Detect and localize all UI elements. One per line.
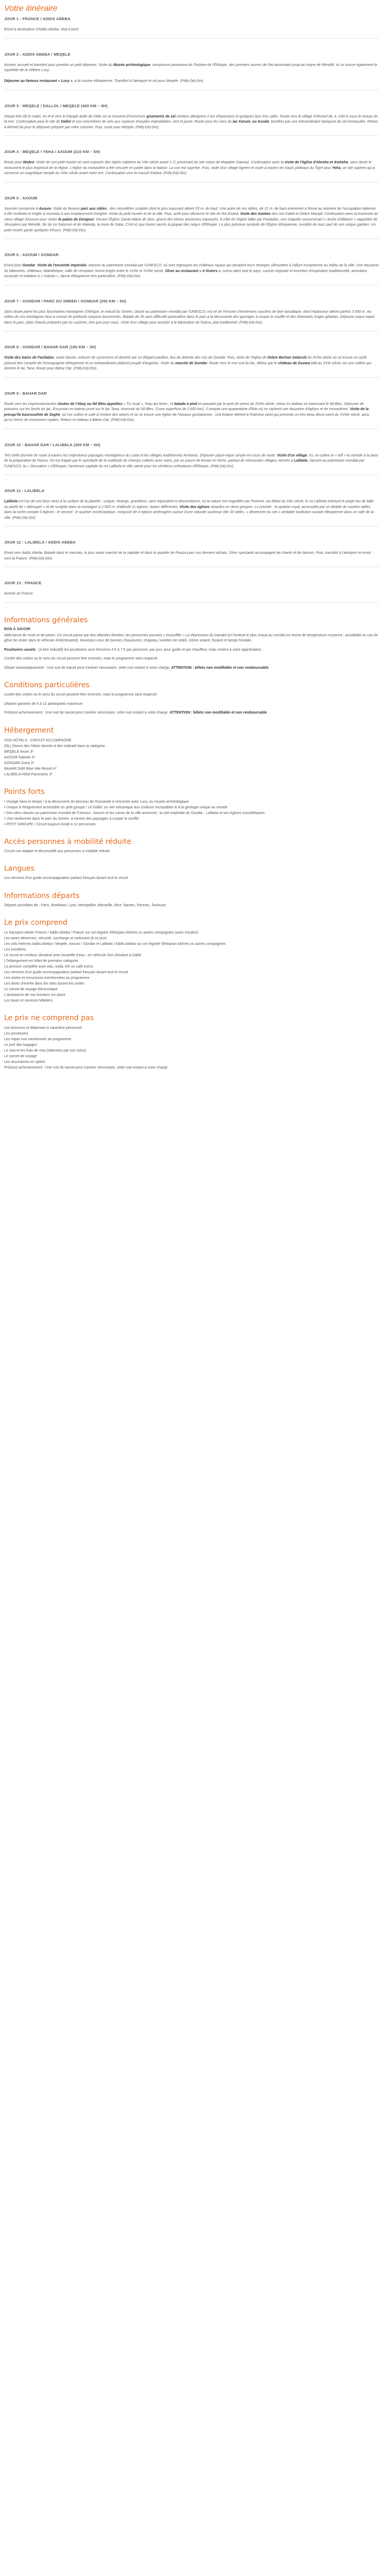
conditions-title: Conditions particulières (4, 681, 90, 689)
list-item: • Des sites classés au patrimoine mondial de l'Unesco : Axoum et les ruines de la ville ancienne ; la cité impériale de Gondar ; Lalibela et ses églises monolithiques (4, 811, 265, 815)
day-section (4, 52, 379, 90)
list-item: Le port des bagages (4, 1043, 37, 1047)
comprend-list (4, 930, 379, 1004)
conditions-paragraphs (4, 692, 379, 716)
day-heading: JOUR 6 : AXOUM / GONDAR (4, 252, 59, 257)
day-description: Route vers les impressionnantes chutes de l'Abay ou Nil Bleu appelées « Tis Issat », l'eau qui fume ; et balade à pied en passant par le pont de pierre du XVIIe siècle, retour en bateau en traversant le Nil Bleu. Déjeuner de poissons sur les bords du lac. Excursion en bateau privé sur le lac Tana, réservoir du Nil Bleu. D'une superficie de 3 600 km2, il compte une quarantaine d'îlots où se cachent une douzaine d'églises et de monastères. Visite de la presqu'île boursoufrée de Zeghé, où l'on cultive le café à l'ombre des arbres et où se trouve une église de l'époque gondarienne : Ura Kidane Mehret à l'intérieur peint qui présente un très beau décor peint du XVIIIe siècle, ainsi qu'un trésor de couronnes royales. Retour en bateau à Baher Dar. (Pdéj-Déj-Din). (4, 402, 369, 422)
day-section (4, 540, 379, 567)
acces-title: Accès personnes à mobilité réduite (4, 837, 132, 846)
day-description: Envol à destination d'Addis Abeba. Nuit à bord. (4, 28, 79, 31)
day-description: Route pour Wukro. Visite de son petit musée où sont exposés des objets sabéens du VIIe siècle avant J.-C provenant du site voisin de Maqaber Gaewa). Continuation avec la visite de l'église d'Abreha et Atsbeha, sans doute le monument le plus impressif de la région. L'église du monastère a été creusée en partie dans la falaise. La vue est superbe. Puis, visite d'un village tigréen et route à travers les hauts plateaux du Tigré pour Yeha, un site sabéen qui a conservé un magnifique temple du VIIIe siècle avant notre ère. Continuation vers le massif d'Adwa. (Pdéj-Déj-Din). (4, 161, 375, 175)
list-item: • Une randonnée dans le parc du Simien, à travers des paysages à couper le souffle (4, 817, 139, 821)
list-item: VOS HÔTELS : CIRCUIT ACCOMPAGNÉ (4, 738, 72, 742)
day-heading: JOUR 5 : AXOUM (4, 195, 38, 200)
hebergement-list (4, 738, 379, 777)
divider (4, 602, 379, 603)
page-title: Votre itinéraire (4, 4, 58, 13)
list-item: • Unique & éloignement accessible en petit groupe ! Le Dallol, un site volcanique aux couleurs incroyables & à la géologie unique au monde (4, 805, 227, 809)
paragraph: Départs garantis de 4 à 12 participants maximum (4, 702, 83, 706)
list-item: Le carnet de voyage (4, 1055, 37, 1058)
day-section (4, 149, 379, 182)
day-description: Arrivée en France. (4, 592, 34, 596)
day-heading: JOUR 2 : ADDIS ABEBA / MEQELE (4, 52, 71, 57)
noncomprend-title: Le prix ne comprend pas (4, 1014, 94, 1022)
info-subtitle: BON À SAVOIR (4, 627, 30, 631)
divider (4, 526, 379, 527)
divider (4, 377, 379, 378)
list-item: Les assurances en option (4, 1060, 45, 1064)
info-title: Informations générales (4, 616, 88, 624)
day-section (4, 196, 379, 240)
day-heading: JOUR 7 : GONDAR / PARC DU SIMIEN / GONDAR (250 KM – 5H) (4, 298, 126, 303)
list-item: (NL) (Noms des hôtels donnés à titre indicatif dans la catégorie (4, 744, 105, 748)
day-section (4, 488, 379, 527)
day-section (4, 443, 379, 476)
day-section (4, 345, 379, 378)
days-list (4, 16, 379, 603)
list-item: Les visites et excursions mentionnées au programme (4, 976, 90, 980)
list-item: L'assistance de nos bureaux sur place (4, 993, 66, 997)
noncomprend-list (4, 1025, 379, 1071)
list-item: GONDAR Goha 3* (4, 761, 35, 765)
list-item: BAHAR DAR Blue Nile Resort 4* (4, 767, 57, 771)
list-item: Le visa et les frais de visa (obtention par vos soins) (4, 1049, 86, 1053)
list-item: MEQELE Axum 3* (4, 750, 34, 754)
day-description: Très belle journée de route à travers les majestueux paysages montagneux du Lasta et les villages traditionnels Amharas. Déjeuner pique-nique simple en cours de route. Visite d'un village. Ici, on cultive le « teff » la céréale à la base de la préparation de l'injera. On est frappé par le spectacle de la multitude de champs cultivés avec soins, par un pouce de terrain en friche, partout de minuscules villages. Arrivée à Lalibela, classée au patrimoine mondial par l'UNESCO, la « Jérusalem » d'Éthiopie, l'ancienne capitale du roi Lalibela et ville sainte pour les chrétiens orthodoxes d'Éthiopie. (Pdéj-Déj-Din). (4, 453, 379, 468)
paragraph: Pré/post acheminement : Une nuit de transit peut s'avérer nécessaire, cette nuit restant à votre charge. ATTENTION : billets non modifiable et non remboursable (4, 711, 267, 715)
list-item: Les taxes et services hôteliers. (4, 999, 54, 1003)
day-section (4, 391, 379, 429)
day-heading: JOUR 4 : MEQELE / YEHA / AXOUM (210 KM – 5H) (4, 149, 101, 154)
list-item: Les repas non mentionnés au programme (4, 1038, 71, 1041)
depart-title: Informations départs (4, 891, 80, 900)
day-section (4, 104, 379, 137)
list-item: • PETIT GROUPE ! Circuit toujours limité à 12 personnes (4, 822, 96, 826)
day-description: Envol pour Gondar. Visite de l'enceinte impériale, classée au patrimoine mondial par l'UNESCO, où sont regroupés les châteaux royaux qui devaient leurs étranges silhouettes à l'allure européenne au milieu de la ville. Une douzaine de bâtiments, châteaux, bibliothèque, salle de réception, furent érigés entre le XVIIe et XVIIIe siècle. Dîner au restaurant « 4 Sisters », connu dans tout le pays, cuisine originale et inventive d'inspiration traditionnelle, animation musicale et initiation à « l'iskista », danse éthiopienne très particulière. (Pdéj-Déj-Din). (4, 264, 379, 278)
points-title: Points forts (4, 787, 45, 796)
day-section (4, 581, 379, 603)
day-description: Départ très tôt le matin, en 4×4 vers le triangle aride de l'Afar où se trouvent d'immenses gisements de sel certains atteignent 2 km d'épaisseur et quelques lacs très salés. Route vers le village d'Ahmed Ila, à -100 m sous le niveau de la mer. Continuation pour le site de Dallol et ses concrétions de sels aux couleurs d'oxydes improbables, vert et jaune. Route pour les rives du lac Karum, ou Assale, bordées par une extraordinaire banquise de sel immaculée. Retour à Ahmed Ila pour le déjeuner préparé par votre cuisinier. Puis, route pour Meqele. (Pdéj-Déj-Din). (4, 114, 378, 129)
day-description: Envol vers Addis Abeba. Balade dans le mercato, le plus vaste marché de la capitale et dans le quartier de Piazza pour vos derniers achats. Dîner spectacle accompagné de chants et de danses. Puis, transfert à l'aéroport et envol vers la France. (Pdéj-Déj-Din). (4, 551, 371, 561)
list-item: La pension complète avec eau, soda, thé ou café inclus (4, 965, 93, 969)
list-item: Les services d'un guide accompagnateur parlant français durant tout le circuit (4, 971, 128, 974)
langues-text: Les services d'un guide accompagnateur parlant français durant tout le circuit (4, 876, 128, 880)
list-item: AXOUM Sabean 3* (4, 755, 36, 759)
paragraph: Départ automatiquement : Une nuit de transit peut s'avérer nécessaire, cette nuit restant à votre charge. ATTENTION : billets non modifiable et non remboursable (4, 666, 269, 670)
paragraph: Altérnance de route et de pistes. Ce circuit passe par des altitudes élevées, les personnes pouvant « essouffler » La dépression du Danakil (et l'endroit le plus chaud au monde) en terme de température moyenne ; possibilité en cas de gêne de rester dans le véhicule 4X4(climatisé). Munissez-vous de bonnes chaussures, chapeau, lunettes de soleil, crème solaire, foulard et lampe frontale. (4, 633, 378, 642)
day-section (4, 16, 379, 39)
list-item: LALIBELA Hôtel Panoramic 3* (4, 772, 53, 776)
itinerary-page (0, 0, 383, 1095)
day-heading: JOUR 8 : GONDAR / BAHAR DAR (180 KM – 3H) (4, 345, 96, 349)
list-item: Le carnet de voyage électronique (4, 988, 58, 991)
day-description: Arrivée, accueil et transfert pour prendre un petit déjeuner. Visite du Musée archéologique, somptueux panorama de l'histoire de l'Éthiopie, des premiers a​uvres de l'art ancestrale jusqu'au règne de Ménélik. Ici se trouve également le squelette de la célèbre Lucy. Déjeuner au fameux restaurant « Lucy », à la cuisine éthiopienne. Transfert à l'aéroport et vol pour Meqele. (Pdéj-Déj-Din). (4, 63, 378, 83)
day-heading: JOUR 3 : MEQELE / DALLOL / MEQELE (400 KM – 8H) (4, 103, 108, 108)
list-item: Les vols internes Addis Abeba / Meqele, Axoum / Gondar et Lalibela / Addis Abeba sur vol régulier Ethiopian Airlines ou autres compagnies (4, 942, 226, 946)
langues-title: Langues (4, 865, 35, 873)
list-item: Les pourboires (4, 1032, 28, 1036)
info-paragraphs (4, 633, 379, 671)
acces-text: Circuit non adapté et déconseillé aux personnes à mobilité réduite. (4, 849, 111, 853)
day-heading: JOUR 1 : FRANCE / ADDIS ABEBA (4, 16, 71, 21)
day-heading: JOUR 11 : LALIBELA (4, 488, 45, 493)
list-item: Pré/post acheminement : Une nuit de transit peut s'avérer nécessaire, cette nuit restant à votre charge. (4, 1066, 169, 1070)
day-description: Journée consacrée à Axoum. Visite du fameux parc aux stèles : des monolithes sculptés dont le plus imposant atteint 33 m. de haut. Une autre de ces stèles, de 22 m. de haut emmenée à Rome au moment de l'occupation italienne a été restituée et érigée à nouveau à son emplacement d'origine. Visite du petit musée et de la ville. Puis, arrêt pour découvrir le site du Roi Ezana. Visite des tombes des rois Kaleb et Gebre Masqal. Continuation avec la traversée du vieux village d'Axoum pour visiter le palais de Dongour. Devant l'Église Sainte-Marie de Sion, gisent des trônes anciennes tracassés. À côté de l'église bâtie par Fasiladas, une chapelle conserverait l'« Arche d'Alliance » rapportée de Jérusalem par Ménélik, fils du roi Salomon et de Makeda, la reine de Saba. C'est ici que furent sacrés la plupart des négus d'Éthiopie. Le plus précieux symbole de l'Église éthiopienne, invisible de tous sauf de son unique gardien. Un petit musée garde quelques trésors. (Pdéj-Déj-Din). (4, 207, 379, 232)
list-item: Les boissons et dépenses à caractère personnel (4, 1026, 82, 1030)
list-item: L'hébergement en hôtel de première catégorie (4, 959, 78, 963)
day-section (4, 252, 379, 285)
points-list (4, 799, 379, 827)
divider (4, 38, 379, 39)
day-heading: JOUR 10 : BAHAR DAR / LALIBELA (300 KM – 6H) (4, 442, 101, 447)
list-item: Les droits d'entrée dans les sites durant les visites (4, 982, 85, 986)
day-description: Lalibela est l'un de ces lieux rares à la surface de la planète ; unique, étrange, grandiose, sans équivalent ni descendance, où la nature est magnifiée par l'homme. Au début du XIIe siècle, le roi Lalibela entreprit le projet fou de bâtir ou plutôt de « découper » et de sculpter dans la montagne à 2 500 m. d'altitude 11 églises, toutes différentes. Visite des églises réparties en deux groupes. Le premier : le quartier royal, accessible par un dédale de couloirs taillés dans la roche compte 6 églises ; le second : le quartier ecclésiastique, composé de 4 églises aménagées autour d'une rotonde soutenue elle 33 stèles, « déviennée du ciel » véritable institution sociale éthiopienne dans un café de la ville. (Pdéj-Déj-Din). (4, 500, 374, 520)
divider (4, 474, 379, 475)
list-item: Les transferts (4, 948, 26, 952)
list-item: • Voyagé dans le temps ! à la découverte du berceau de l'humanité à rencontre avec Lucy, au musée archéologique (4, 800, 189, 804)
depart-text: Départs possibles de : Paris, Bordeaux, Lyon, Montpellier, Marseille, Nice, Nantes, Rennes, Toulouse (4, 903, 166, 907)
divider (4, 135, 379, 136)
paragraph: Cordre des visites ou le sens du circuit peuvent être inversés, mais le programme sera respecté. (4, 657, 158, 660)
paragraph: Lordre des visites ou le sens du circuit peuvent être inversés, mais le programme sera respecté. (4, 693, 158, 697)
paragraph: Pourboires usuels : (à titre indicatif) les pourboires sont d'environ 4 € à 7 € par personne, par jour, pour guide et par chauffeur, mais restent à votre appréciation. (4, 648, 263, 652)
day-description: Visite des bains de Fasiladas, vaste bassin, entouré de sycomores et dominé par un élégant pavillon, lieu de détente des rois de Gondar. Puis, visite de l'église de Debre Berhan Selassié du XVIIe siècle où se trouve un cycle pictural très complet de l'iconographie éthiopienne et un extraordinaire plafond peuplé d'angelots. Visite du marché de Gondar. Route vers le rive sud du lac, détour par le château de Guzara bâti au XVIe siècle sur une colline qui domine le lac Tana. Route pour Bahar Dar. (Pdéj-Déj-Din). (4, 356, 371, 370)
list-item: Les taxes aériennes, sécurité, surcharge et carburant (à ce jour) (4, 937, 107, 940)
comprend-title: Le prix comprend (4, 919, 68, 927)
day-heading: JOUR 12 : LALIBELA / ADDIS ABEBA (4, 540, 76, 545)
list-item: Le circuit en minibus climatisé avec bouteille d'eau ; en véhicule 4x4 climatisé à Dallol (4, 954, 141, 957)
day-heading: JOUR 9 : BAHAR DAR (4, 391, 47, 396)
list-item: Le transport aérien France / Addis Abeba / France sur vol régulier Ethiopian Airlines ou autres compagnies (avec escales) (4, 931, 199, 935)
day-description: Sans doute parmi les plus fascinantes montagnes d'Afrique, le massif du Simien, classé au patrimoine mondial par l'UNESCO, est né de l'érosion d'immenses couches de lave basaltique, dont l'épaisseur atteint parfois 3 000 m. Au milieu de ces montagnes faux-a creusé de profonds canyons bourrennés. Balade de 2h sans difficulté particulière dans le parc à la découverte des geyrages à couper le souffle et des étonnants singes géladas. Déjeuner pique-nique dans le parc, plats chauds préparés par un cuisinier, rien que pour vous. Visite d'un village pour assister à la fabrication de l'injera, plat traditionnel. (Pdéj-Déj-Din). (4, 310, 374, 325)
hebergement-title: Hébergement (4, 726, 54, 735)
day-heading: JOUR 13 : FRANCE (4, 581, 42, 585)
day-section (4, 299, 379, 332)
